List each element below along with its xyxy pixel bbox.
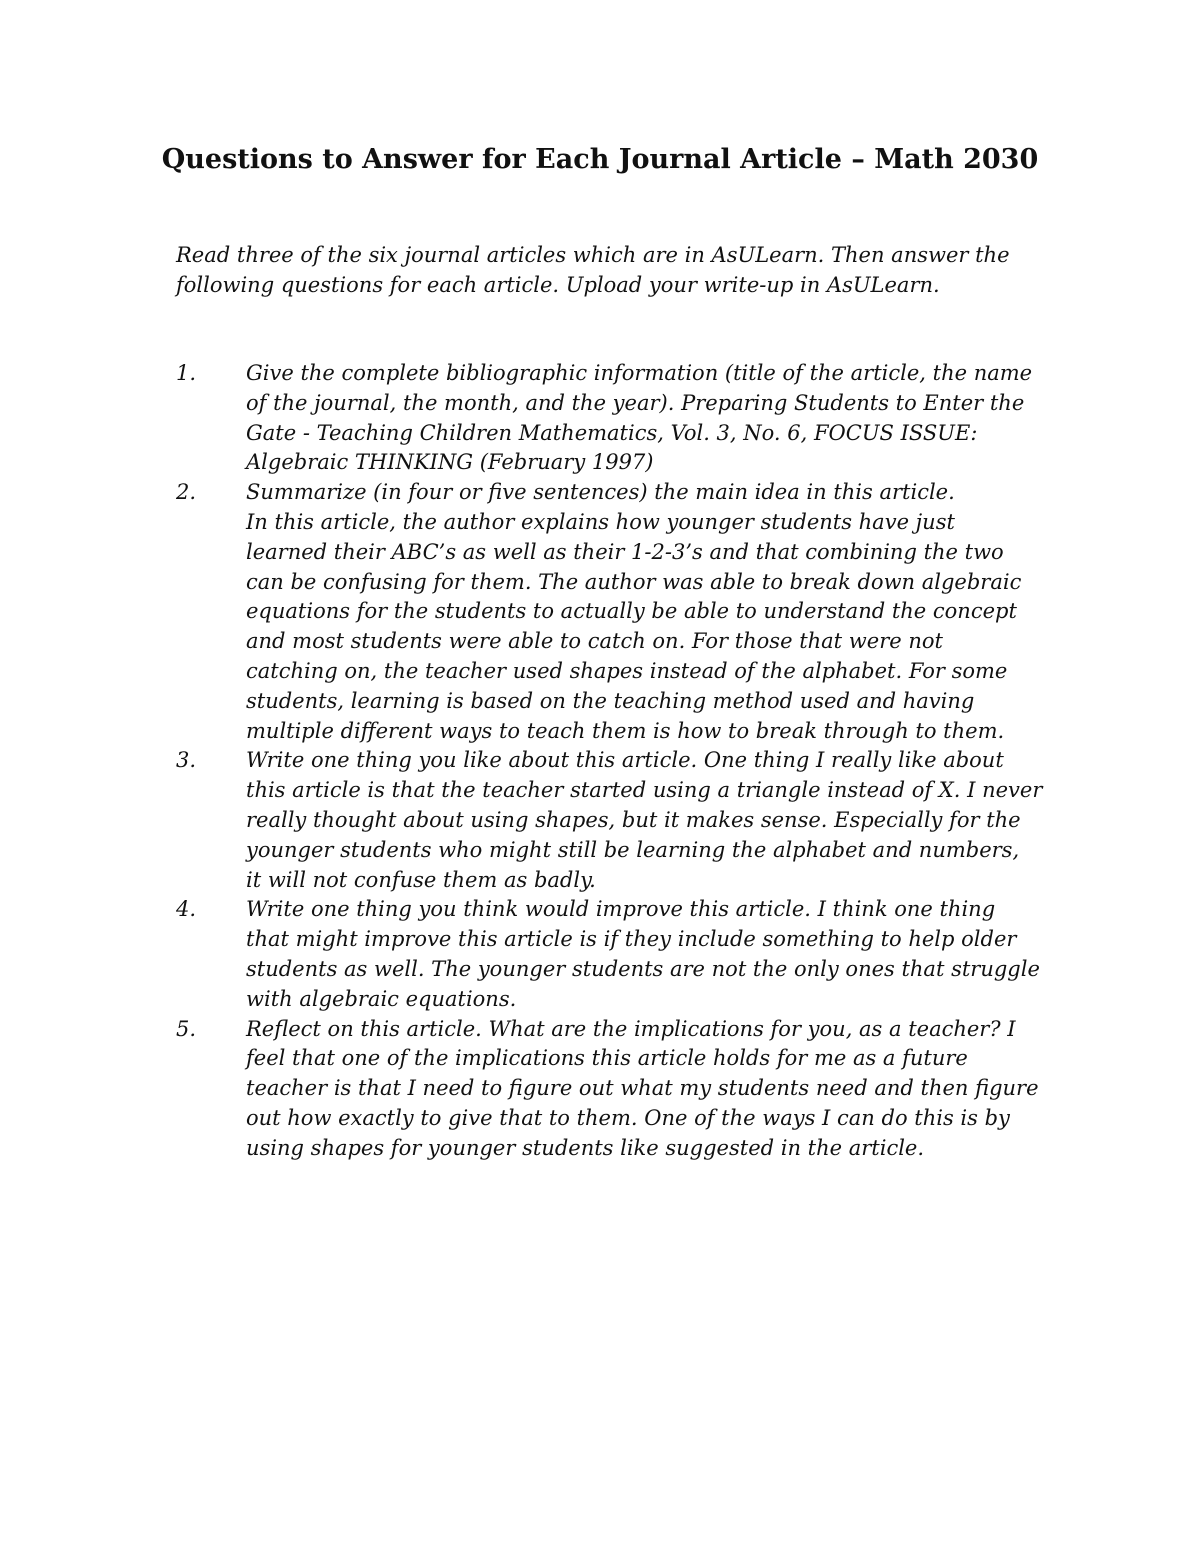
question-line: Gate - Teaching Children Mathematics, Vol. 3, No. 6, FOCUS ISSUE: (246, 420, 978, 445)
question-line: with algebraic equations. (246, 986, 517, 1011)
question-line: students, learning is based on the teaching method used and having (246, 688, 975, 713)
intro-line: Read three of the six journal articles which are in AsULearn. Then answer the (176, 243, 1010, 267)
question-line: students as well. The younger students are not the only ones that struggle (246, 956, 1040, 981)
question-line: younger students who might still be learning the alphabet and numbers, (246, 837, 1020, 862)
question-line: teacher is that I need to figure out what my students need and then figure (246, 1076, 1039, 1101)
question-line: it will not confuse them as badly. (246, 867, 596, 892)
question-line: feel that one of the implications this article holds for me as a future (246, 1046, 968, 1071)
question-line: of the journal, the month, and the year). Preparing Students to Enter the (246, 390, 1025, 415)
question-line: can be confusing for them. The author was able to break down algebraic (246, 569, 1022, 594)
question-line: really thought about using shapes, but it makes sense. Especially for the (246, 807, 1021, 832)
question-item-4 (176, 895, 1046, 1014)
question-item-2 (176, 478, 1046, 746)
document-title: Questions to Answer for Each Journal Article – Math 2030 (161, 144, 1039, 175)
question-number: 2. (176, 480, 197, 505)
question-line: catching on, the teacher used shapes instead of the alphabet. For some (246, 658, 1008, 683)
question-line: and most students were able to catch on. For those that were not (246, 629, 943, 654)
question-number: 3. (176, 748, 197, 773)
question-number: 4. (176, 897, 197, 922)
question-line: multiple different ways to teach them is how to break through to them. (246, 718, 1005, 743)
question-line: equations for the students to actually be able to understand the concept (246, 599, 1017, 624)
question-line: Write one thing you like about this article. One thing I really like about (246, 748, 1004, 773)
question-item-5 (176, 1015, 1046, 1164)
question-line: that might improve this article is if they include something to help older (246, 927, 1017, 952)
question-number: 1. (176, 361, 197, 385)
intro-line: following questions for each article. Upload your write-up in AsULearn. (176, 273, 940, 297)
question-line: Summarize (in four or five sentences) the main idea in this article. (246, 480, 955, 505)
question-line: learned their ABC’s as well as their 1-2-3’s and that combining the two (246, 539, 1004, 564)
question-line: out how exactly to give that to them. One of the ways I can do this is by (246, 1105, 1010, 1130)
question-line: Write one thing you think would improve this article. I think one thing (246, 897, 996, 922)
question-line: using shapes for younger students like suggested in the article. (246, 1135, 925, 1160)
question-number: 5. (176, 1016, 197, 1041)
question-line: Reflect on this article. What are the implications for you, as a teacher? I (246, 1016, 1016, 1041)
intro-paragraph (176, 240, 1036, 300)
question-line: this article is that the teacher started using a triangle instead of X. I never (246, 778, 1043, 803)
question-line: Give the complete bibliographic information (title of the article, the name (246, 361, 1033, 385)
question-line: In this article, the author explains how younger students have just (246, 509, 955, 534)
question-item-1 (176, 359, 1046, 478)
question-item-3 (176, 746, 1046, 895)
question-line: Algebraic THINKING (February 1997) (246, 450, 654, 475)
question-list (176, 359, 1046, 1164)
